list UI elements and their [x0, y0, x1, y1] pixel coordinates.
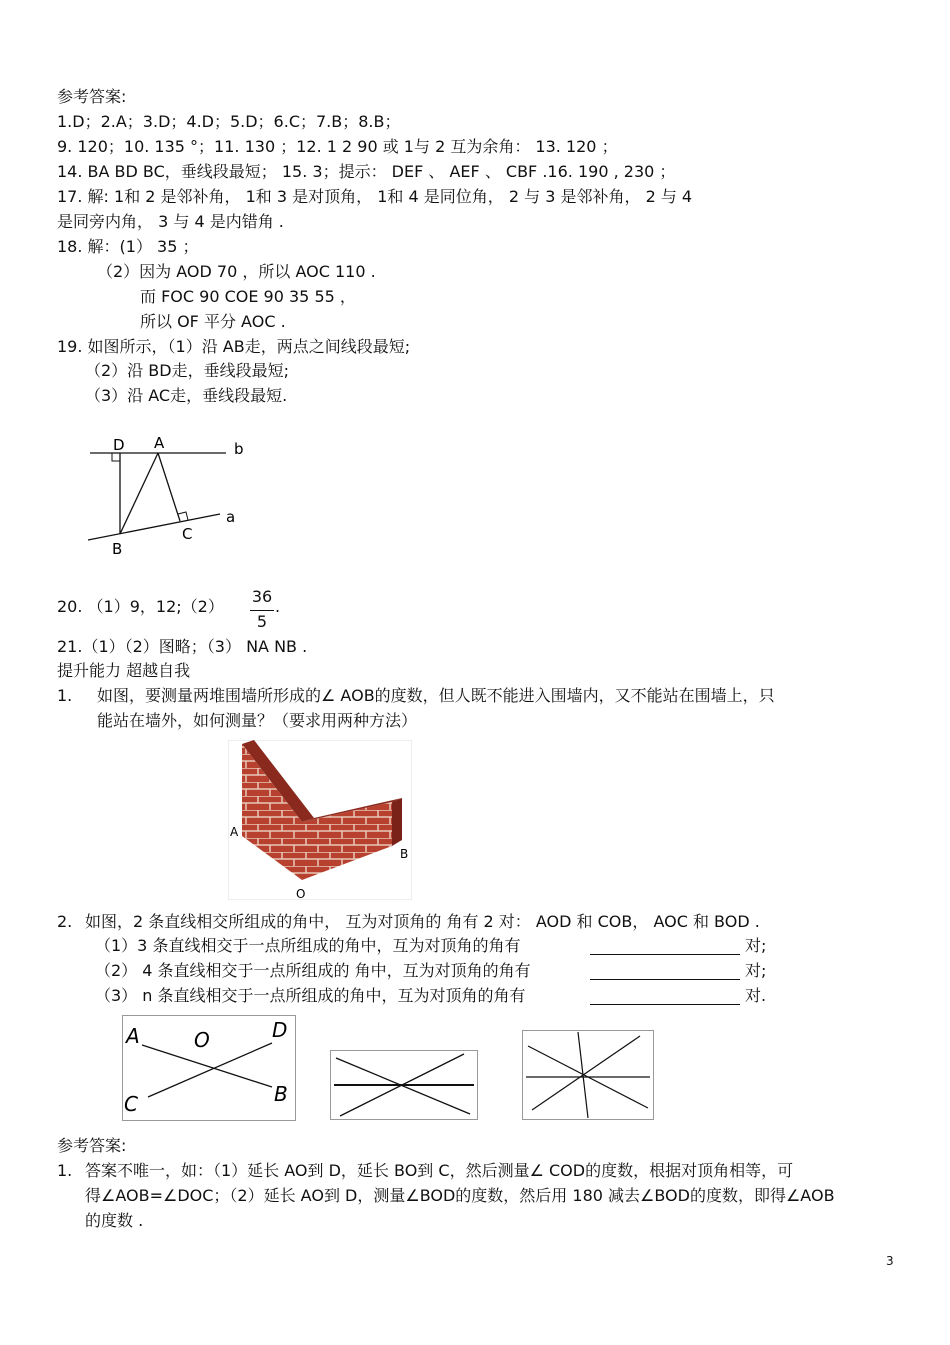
- answer-line: （2）因为 AOD 70 ，所以 AOC 110 .: [97, 262, 376, 281]
- problem2-item-tail: 对;: [745, 961, 767, 980]
- answer-heading-1: 参考答案:: [57, 87, 127, 106]
- answer2-text: 的度数 .: [85, 1211, 144, 1230]
- answer-q21: 21.（1）（2）图略；（3） NA NB .: [57, 637, 308, 656]
- answer-q20: 20. （1）9，12;（2）: [57, 597, 224, 616]
- answer-line: 19. 如图所示，（1）沿 AB走，两点之间线段最短;: [57, 337, 411, 356]
- label-D: D: [113, 436, 125, 454]
- answer-line: 17. 解: 1和 2 是邻补角， 1和 3 是对顶角， 1和 4 是同位角， 2 与 3 是邻补角， 2 与 4: [57, 187, 693, 206]
- answer-blank[interactable]: [590, 979, 740, 980]
- answer-line: （3）沿 AC走，垂线段最短.: [85, 386, 288, 405]
- label-B: B: [112, 540, 123, 558]
- figure-brick-wall: [228, 740, 412, 900]
- answer-line: 18. 解：(1） 35 ；: [57, 237, 199, 256]
- answer2-text: 得∠AOB=∠DOC；（2）延长 AO到 D，测量∠BOD的度数，然后用 180 减去∠BOD的度数，即得∠AOB: [85, 1186, 835, 1205]
- wall-label-O: O: [296, 887, 306, 900]
- fig-label-A: A: [126, 1024, 140, 1048]
- figure-three-lines: [330, 1050, 478, 1120]
- figure-four-lines: [522, 1030, 654, 1120]
- figure-two-lines: [122, 1015, 296, 1121]
- answer-line: 1.D；2.A；3.D；4.D；5.D；6.C；7.B；8.B；: [57, 112, 401, 131]
- problem2-item: （3） n 条直线相交于一点所组成的角中，互为对顶角的角有: [95, 986, 526, 1005]
- label-b: b: [234, 440, 244, 458]
- answer-line: （2）沿 BD走，垂线段最短;: [85, 361, 289, 380]
- problem2-item: （2） 4 条直线相交于一点所组成的 角中，互为对顶角的角有: [95, 961, 531, 980]
- answer-line: 9. 120；10. 135 °；11. 130 ；12. 1 2 90 或 1与 2 互为余角： 13. 120 ；: [57, 137, 618, 156]
- fig-label-D: D: [272, 1018, 288, 1042]
- wall-label-B: B: [400, 847, 409, 861]
- q20-suffix: .: [275, 597, 281, 616]
- label-a: a: [226, 508, 236, 526]
- fig-label-O: O: [194, 1028, 210, 1052]
- label-C: C: [182, 525, 193, 543]
- problem2-item-tail: 对;: [745, 936, 767, 955]
- fraction-numerator: 36: [251, 587, 273, 606]
- answer-heading-2: 参考答案:: [57, 1136, 127, 1155]
- label-A: A: [154, 434, 165, 452]
- answer2-text: 答案不唯一，如：（1）延长 AO到 D，延长 BO到 C，然后测量∠ COD的度数，根据对顶角相等，可: [85, 1161, 794, 1180]
- answer-line: 是同旁内角， 3 与 4 是内错角 .: [57, 212, 284, 231]
- fraction-bar: [250, 610, 274, 611]
- fraction-denominator: 5: [256, 612, 268, 631]
- problem2-number: 2.: [57, 912, 73, 931]
- problem2-item-tail: 对.: [745, 986, 767, 1005]
- answer-line: 所以 OF 平分 AOC .: [140, 312, 286, 331]
- fig-label-B: B: [274, 1082, 288, 1106]
- problem2-text: 如图，2 条直线相交所组成的角中， 互为对顶角的 角有 2 对： AOD 和 COB， AOC 和 BOD .: [85, 912, 760, 931]
- answer-line: 而 FOC 90 COE 90 35 55 ，: [140, 287, 356, 306]
- fig-label-C: C: [124, 1092, 138, 1116]
- answer2-number: 1.: [57, 1161, 73, 1180]
- page-number: 3: [886, 1254, 894, 1268]
- problem1-text: 如图，要测量两堆围墙所形成的∠ AOB的度数，但人既不能进入围墙内，又不能站在围墙上，只: [97, 686, 775, 705]
- problem1-number: 1.: [57, 686, 73, 705]
- problem2-item: （1）3 条直线相交于一点所组成的角中，互为对顶角的角有: [95, 936, 521, 955]
- answer-blank[interactable]: [590, 1004, 740, 1005]
- problem1-text: 能站在墙外，如何测量？（要求用两种方法）: [97, 711, 418, 730]
- section-title: 提升能力 超越自我: [57, 661, 191, 680]
- answer-blank[interactable]: [590, 954, 740, 955]
- figure-q19-diagram: [80, 430, 260, 560]
- wall-label-A: A: [230, 825, 239, 839]
- answer-line: 14. BA BD BC，垂线段最短； 15. 3；提示： DEF 、 AEF 、 CBF .16. 190 , 230 ；: [57, 162, 676, 181]
